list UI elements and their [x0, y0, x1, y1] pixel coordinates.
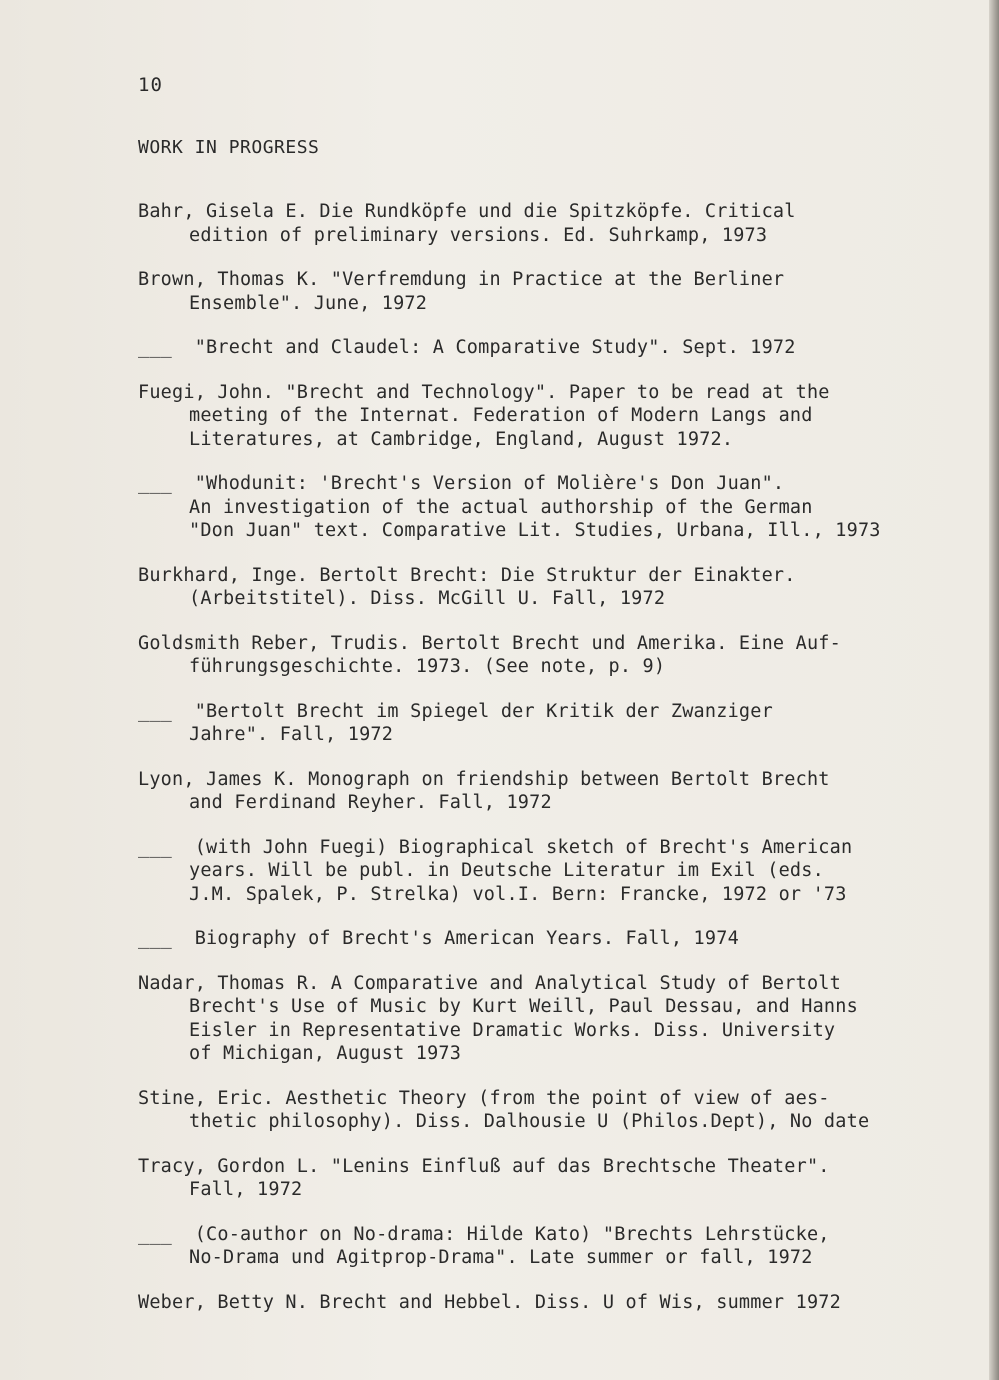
entry-continuation-line: "Don Juan" text. Comparative Lit. Studies, Urbana, Ill., 1973 — [189, 520, 881, 541]
bibliography-entry — [138, 1223, 978, 1270]
entry-continuation-line: of Michigan, August 1973 — [189, 1043, 462, 1064]
entry-first-line: Bahr, Gisela E. Die Rundköpfe und die Spitzköpfe. Critical — [138, 201, 796, 222]
entry-continuation-line: Ensemble". June, 1972 — [189, 292, 428, 314]
entry-first-line: Brown, Thomas K. "Verfremdung in Practice at the Berliner — [138, 269, 785, 290]
bibliography-entry — [138, 836, 978, 907]
entry-first-line: ___ (Co-author on No-drama: Hilde Kato) "Brechts Lehrstücke, — [138, 1223, 830, 1245]
entry-continuation-line: J.M. Spalek, P. Strelka) vol.I. Bern: Francke, 1972 or '73 — [189, 883, 847, 905]
bibliography-entry — [138, 1087, 978, 1134]
bibliography-entry — [138, 700, 978, 747]
entry-first-line: Burkhard, Inge. Bertolt Brecht: Die Struktur der Einakter. — [138, 564, 796, 586]
entry-continuation-line: Brecht's Use of Music by Kurt Weill, Paul Dessau, and Hanns — [189, 996, 858, 1017]
entry-continuation-line: No-Drama und Agitprop-Drama". Late summer or fall, 1972 — [189, 1247, 813, 1268]
bibliography-entry — [138, 927, 978, 951]
section-heading: WORK IN PROGRESS — [138, 137, 320, 158]
entry-first-line: Fuegi, John. "Brecht and Technology". Paper to be read at the — [138, 381, 830, 403]
bibliography-entry — [138, 336, 978, 360]
bibliography-entry — [138, 200, 978, 247]
entry-first-line: ___ Biography of Brecht's American Years. Fall, 1974 — [138, 928, 739, 949]
entry-first-line: Nadar, Thomas R. A Comparative and Analytical Study of Bertolt — [138, 972, 841, 994]
bibliography-entry — [138, 381, 978, 452]
entry-continuation-line: An investigation of the actual authorship of the German — [189, 496, 813, 518]
entry-continuation-line: meeting of the Internat. Federation of Modern Langs and — [189, 405, 813, 426]
entry-continuation-line: Literatures, at Cambridge, England, August 1972. — [189, 428, 734, 450]
entry-first-line: ___ "Whodunit: 'Brecht's Version of Molière's Don Juan". — [138, 473, 785, 494]
entry-continuation-line: edition of preliminary versions. Ed. Suhrkamp, 1973 — [189, 224, 768, 246]
page-edge — [989, 0, 999, 1380]
entry-continuation-line: führungsgeschichte. 1973. (See note, p. 9) — [189, 656, 666, 677]
entry-continuation-line: (Arbeitstitel). Diss. McGill U. Fall, 1972 — [189, 588, 666, 609]
bibliography-entry — [138, 1155, 978, 1202]
entry-first-line: ___ "Brecht and Claudel: A Comparative Study". Sept. 1972 — [138, 337, 796, 358]
entry-first-line: Lyon, James K. Monograph on friendship between Bertolt Brecht — [138, 768, 830, 790]
bibliography-list — [138, 200, 978, 1335]
bibliography-entry — [138, 1291, 978, 1315]
entry-first-line: Stine, Eric. Aesthetic Theory (from the point of view of aes- — [138, 1087, 830, 1109]
entry-continuation-line: years. Will be publ. in Deutsche Literatur im Exil (eds. — [189, 860, 824, 881]
entry-continuation-line: Eisler in Representative Dramatic Works. Diss. University — [189, 1019, 836, 1041]
bibliography-entry — [138, 564, 978, 611]
entry-first-line: Weber, Betty N. Brecht and Hebbel. Diss. U of Wis, summer 1972 — [138, 1291, 841, 1313]
page-number: 10 — [138, 74, 163, 96]
bibliography-entry — [138, 632, 978, 679]
bibliography-entry — [138, 768, 978, 815]
entry-continuation-line: Jahre". Fall, 1972 — [189, 724, 394, 745]
entry-first-line: ___ "Bertolt Brecht im Spiegel der Kritik der Zwanziger — [138, 700, 773, 722]
bibliography-entry — [138, 972, 978, 1066]
entry-first-line: ___ (with John Fuegi) Biographical sketch of Brecht's American — [138, 836, 853, 858]
entry-continuation-line: Fall, 1972 — [189, 1179, 303, 1200]
entry-continuation-line: thetic philosophy). Diss. Dalhousie U (Philos.Dept), No date — [189, 1111, 870, 1132]
bibliography-entry — [138, 268, 978, 315]
entry-first-line: Tracy, Gordon L. "Lenins Einfluß auf das Brechtsche Theater". — [138, 1155, 830, 1177]
entry-first-line: Goldsmith Reber, Trudis. Bertolt Brecht und Amerika. Eine Auf- — [138, 632, 841, 654]
entry-continuation-line: and Ferdinand Reyher. Fall, 1972 — [189, 792, 552, 813]
bibliography-entry — [138, 472, 978, 543]
